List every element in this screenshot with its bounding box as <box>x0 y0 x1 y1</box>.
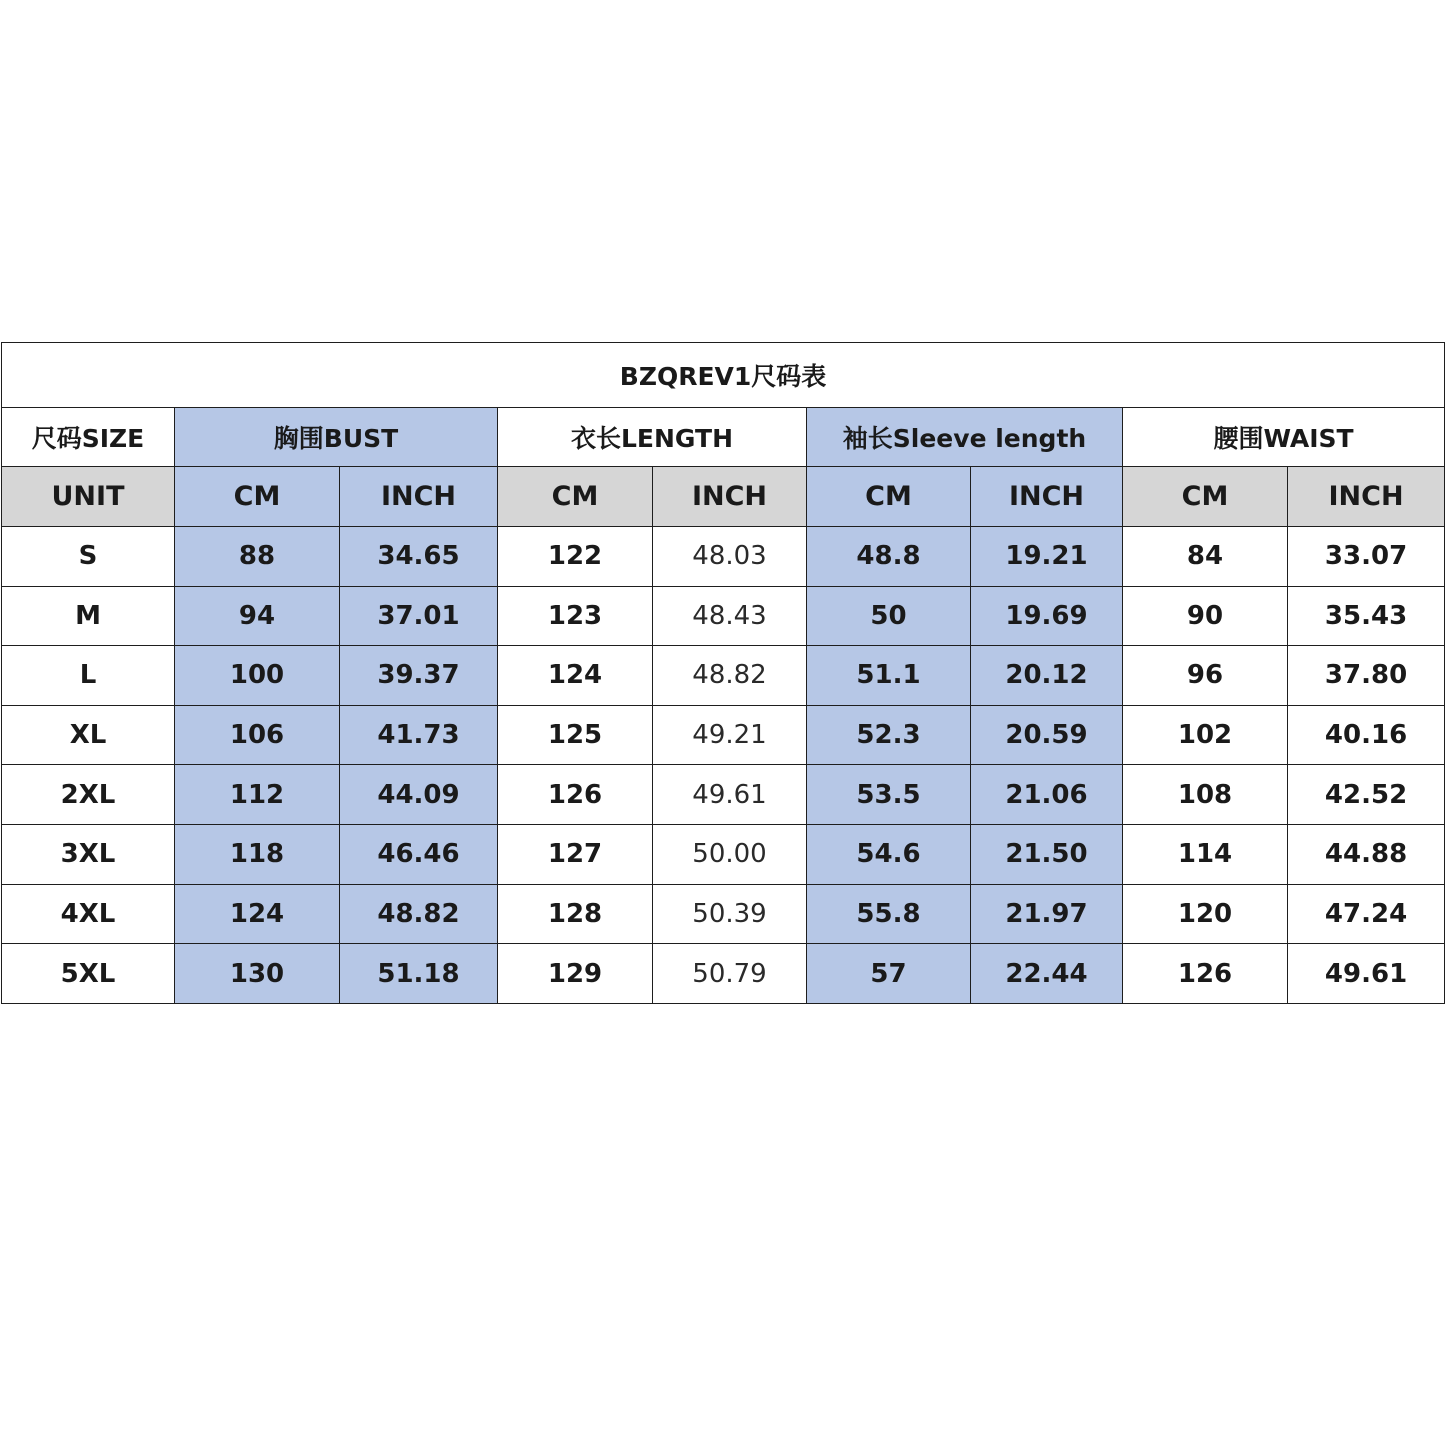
waist-cm-cell: 90 <box>1123 586 1288 646</box>
length-cm-cell: 122 <box>498 526 653 586</box>
table-row <box>2 944 1445 1004</box>
size-cell: M <box>2 586 175 646</box>
length-inch-cell: 49.61 <box>653 765 807 825</box>
bust-inch-cell: 39.37 <box>340 646 498 706</box>
length-inch-cell: 49.21 <box>653 705 807 765</box>
waist-inch-cell: 33.07 <box>1288 526 1445 586</box>
length-inch-cell: 50.79 <box>653 944 807 1004</box>
sleeve-header: 袖长Sleeve length <box>807 407 1123 467</box>
sleeve-cm-cell: 54.6 <box>807 825 971 885</box>
waist-inch-cell: 37.80 <box>1288 646 1445 706</box>
length-inch-cell: 50.00 <box>653 825 807 885</box>
size-cell: 5XL <box>2 944 175 1004</box>
table-row <box>2 586 1445 646</box>
bust-inch-header: INCH <box>340 467 498 527</box>
waist-cm-cell: 120 <box>1123 884 1288 944</box>
table-row <box>2 765 1445 825</box>
waist-header: 腰围WAIST <box>1123 407 1445 467</box>
bust-cm-cell: 106 <box>175 705 340 765</box>
size-cell: 4XL <box>2 884 175 944</box>
length-cm-cell: 125 <box>498 705 653 765</box>
bust-cm-cell: 130 <box>175 944 340 1004</box>
size-cell: 3XL <box>2 825 175 885</box>
bust-cm-cell: 88 <box>175 526 340 586</box>
sleeve-cm-cell: 51.1 <box>807 646 971 706</box>
waist-inch-header: INCH <box>1288 467 1445 527</box>
length-inch-cell: 48.43 <box>653 586 807 646</box>
waist-cm-header: CM <box>1123 467 1288 527</box>
table-row <box>2 646 1445 706</box>
bust-inch-cell: 37.01 <box>340 586 498 646</box>
sleeve-cm-cell: 53.5 <box>807 765 971 825</box>
waist-inch-cell: 44.88 <box>1288 825 1445 885</box>
waist-inch-cell: 40.16 <box>1288 705 1445 765</box>
bust-inch-cell: 34.65 <box>340 526 498 586</box>
waist-inch-cell: 47.24 <box>1288 884 1445 944</box>
waist-cm-cell: 108 <box>1123 765 1288 825</box>
bust-header: 胸围BUST <box>175 407 498 467</box>
length-cm-cell: 126 <box>498 765 653 825</box>
length-cm-cell: 128 <box>498 884 653 944</box>
length-cm-cell: 129 <box>498 944 653 1004</box>
waist-cm-cell: 114 <box>1123 825 1288 885</box>
length-inch-cell: 50.39 <box>653 884 807 944</box>
table-row <box>2 884 1445 944</box>
bust-inch-cell: 46.46 <box>340 825 498 885</box>
bust-cm-cell: 112 <box>175 765 340 825</box>
unit-header-row <box>2 467 1445 527</box>
length-inch-cell: 48.82 <box>653 646 807 706</box>
bust-cm-cell: 100 <box>175 646 340 706</box>
length-cm-cell: 124 <box>498 646 653 706</box>
sleeve-inch-cell: 19.21 <box>971 526 1123 586</box>
length-cm-header: CM <box>498 467 653 527</box>
bust-cm-cell: 118 <box>175 825 340 885</box>
waist-cm-cell: 84 <box>1123 526 1288 586</box>
sleeve-inch-cell: 21.06 <box>971 765 1123 825</box>
sleeve-inch-cell: 20.12 <box>971 646 1123 706</box>
bust-inch-cell: 41.73 <box>340 705 498 765</box>
bust-cm-cell: 94 <box>175 586 340 646</box>
table-row <box>2 825 1445 885</box>
sleeve-cm-cell: 52.3 <box>807 705 971 765</box>
sleeve-cm-cell: 48.8 <box>807 526 971 586</box>
sleeve-inch-cell: 22.44 <box>971 944 1123 1004</box>
length-cm-cell: 127 <box>498 825 653 885</box>
table-row <box>2 526 1445 586</box>
unit-label: UNIT <box>2 467 175 527</box>
bust-inch-cell: 48.82 <box>340 884 498 944</box>
waist-cm-cell: 96 <box>1123 646 1288 706</box>
waist-inch-cell: 42.52 <box>1288 765 1445 825</box>
size-cell: S <box>2 526 175 586</box>
group-header-row <box>2 407 1445 467</box>
table-row <box>2 705 1445 765</box>
waist-cm-cell: 126 <box>1123 944 1288 1004</box>
bust-inch-cell: 51.18 <box>340 944 498 1004</box>
waist-inch-cell: 49.61 <box>1288 944 1445 1004</box>
sleeve-inch-cell: 21.97 <box>971 884 1123 944</box>
bust-inch-cell: 44.09 <box>340 765 498 825</box>
size-cell: 2XL <box>2 765 175 825</box>
sleeve-inch-cell: 21.50 <box>971 825 1123 885</box>
length-cm-cell: 123 <box>498 586 653 646</box>
sleeve-cm-header: CM <box>807 467 971 527</box>
waist-cm-cell: 102 <box>1123 705 1288 765</box>
sleeve-cm-cell: 57 <box>807 944 971 1004</box>
length-header: 衣长LENGTH <box>498 407 807 467</box>
size-cell: XL <box>2 705 175 765</box>
sleeve-inch-cell: 20.59 <box>971 705 1123 765</box>
waist-inch-cell: 35.43 <box>1288 586 1445 646</box>
sleeve-inch-header: INCH <box>971 467 1123 527</box>
sleeve-inch-cell: 19.69 <box>971 586 1123 646</box>
sleeve-cm-cell: 55.8 <box>807 884 971 944</box>
bust-cm-cell: 124 <box>175 884 340 944</box>
chart-title: BZQREV1尺码表 <box>2 343 1445 408</box>
bust-cm-header: CM <box>175 467 340 527</box>
size-chart-table <box>1 342 1445 1004</box>
length-inch-header: INCH <box>653 467 807 527</box>
length-inch-cell: 48.03 <box>653 526 807 586</box>
sleeve-cm-cell: 50 <box>807 586 971 646</box>
size-header: 尺码SIZE <box>2 407 175 467</box>
size-cell: L <box>2 646 175 706</box>
